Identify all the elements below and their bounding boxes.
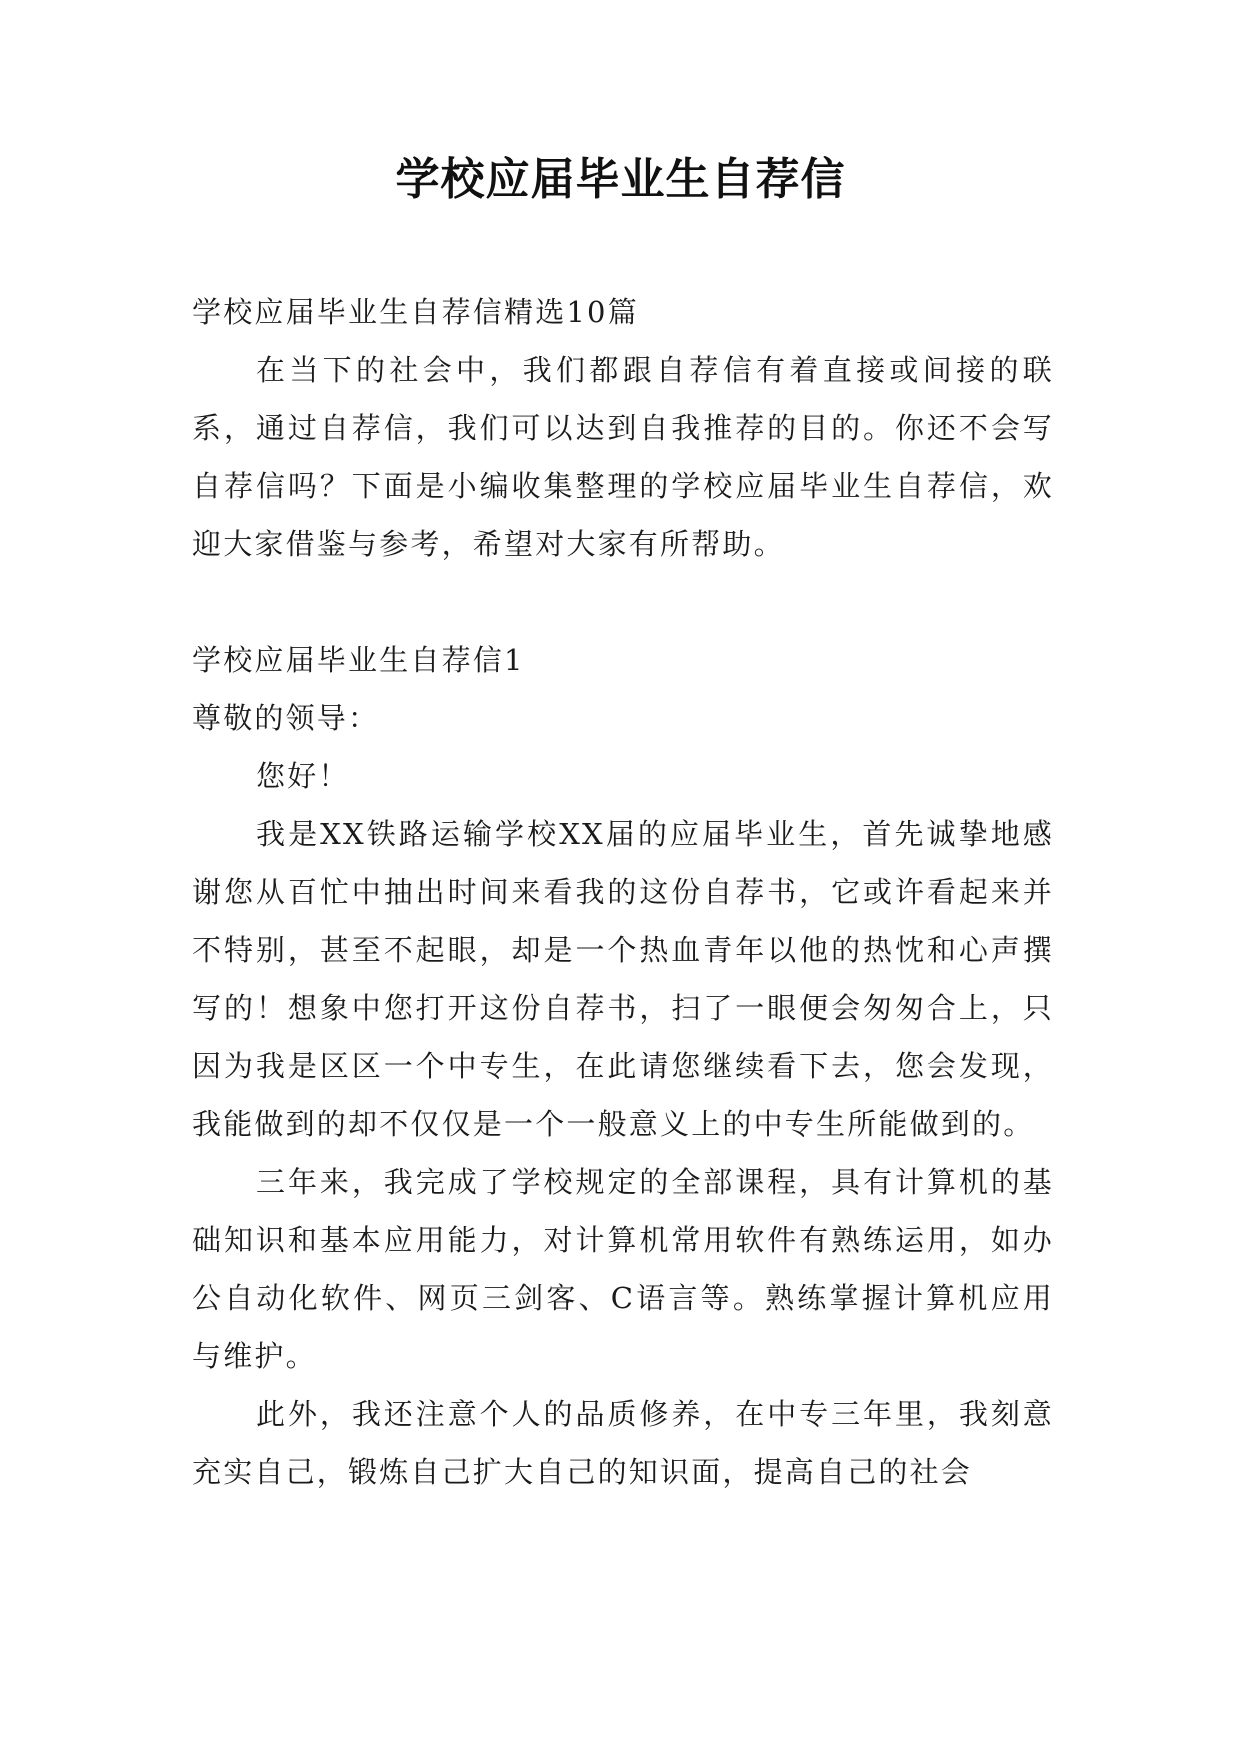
document-title: 学校应届毕业生自荐信 xyxy=(395,154,846,205)
document-body xyxy=(192,283,1054,1501)
body-paragraph: 我是XX铁路运输学校XX届的应届毕业生，首先诚挚地感谢您从百忙中抽出时间来看我的这份自荐书，它或许看起来并不特别，甚至不起眼，却是一个热血青年以他的热忱和心声撰写的！想象中您打开这份自荐书，扫了一眼便会匆匆合上，只因为我是区区一个中专生，在此请您继续看下去，您会发现，我能做到的却不仅仅是一个一般意义上的中专生所能做到的。 xyxy=(192,817,1054,1141)
document-subtitle: 学校应届毕业生自荐信精选10篇 xyxy=(192,295,639,329)
section-heading: 学校应届毕业生自荐信1 xyxy=(192,643,525,677)
greeting: 您好！ xyxy=(256,759,350,793)
salutation: 尊敬的领导： xyxy=(192,701,380,735)
paragraph-spacer xyxy=(192,573,1054,631)
intro-paragraph: 在当下的社会中，我们都跟自荐信有着直接或间接的联系，通过自荐信，我们可以达到自我推荐的目的。你还不会写自荐信吗？下面是小编收集整理的学校应届毕业生自荐信，欢迎大家借鉴与参考，希望对大家有所帮助。 xyxy=(192,353,1054,561)
body-paragraph: 三年来，我完成了学校规定的全部课程，具有计算机的基础知识和基本应用能力，对计算机常用软件有熟练运用，如办公自动化软件、网页三剑客、C语言等。熟练掌握计算机应用与维护。 xyxy=(192,1165,1054,1373)
body-paragraph: 此外，我还注意个人的品质修养，在中专三年里，我刻意充实自己，锻炼自己扩大自己的知识面，提高自己的社会 xyxy=(192,1397,1054,1489)
